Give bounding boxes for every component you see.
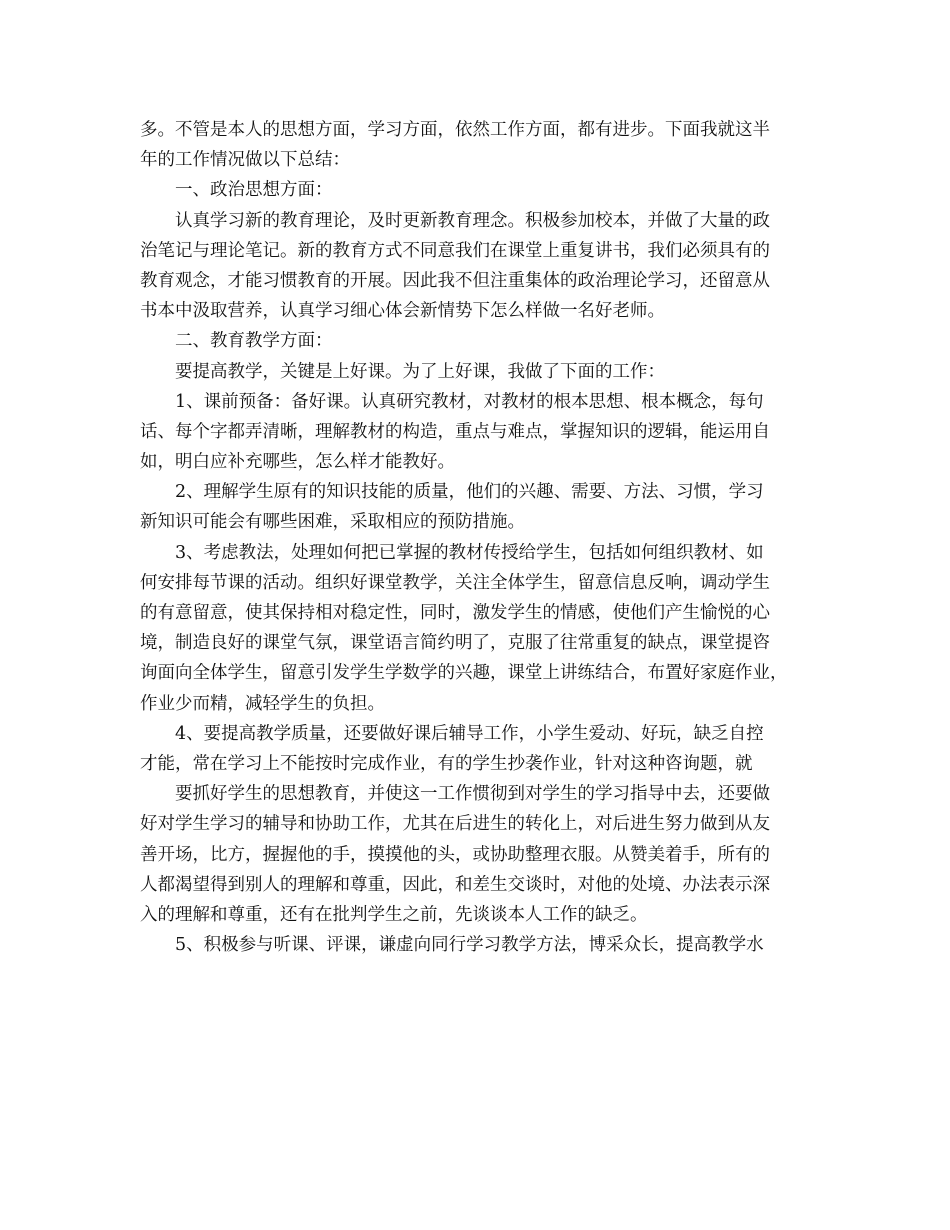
text-line: 1、课前预备：备好课。认真研究教材，对教材的根本思想、根本概念，每句	[175, 391, 764, 412]
text-line: 询面向全体学生，留意引发学生学数学的兴趣，课堂上讲练结合，布置好家庭作业，	[140, 663, 788, 684]
document-body	[140, 115, 820, 960]
text-line: 才能，常在学习上不能按时完成作业，有的学生抄袭作业，针对这种咨询题，就	[140, 753, 753, 774]
text-line: 3、考虑教法，处理如何把已掌握的教材传授给学生，包括如何组织教材、如	[175, 542, 764, 563]
text-line: 入的理解和尊重，还有在批判学生之前，先谈谈本人工作的缺乏。	[140, 904, 648, 925]
text-line: 5、积极参与听课、评课，谦虚向同行学习教学方法，博采众长，提高教学水	[175, 935, 764, 956]
text-line: 如，明白应补充哪些，怎么样才能教好。	[140, 452, 455, 473]
text-line: 要提高教学，关键是上好课。为了上好课，我做了下面的工作：	[175, 361, 665, 382]
text-line: 境，制造良好的课堂气氛，课堂语言简约明了，克服了往常重复的缺点，课堂提咨	[140, 633, 770, 654]
text-line: 二、教育教学方面：	[175, 331, 333, 352]
text-line: 何安排每节课的活动。组织好课堂教学，关注全体学生，留意信息反响，调动学生	[140, 572, 770, 593]
text-line: 多。不管是本人的思想方面，学习方面，依然工作方面，都有进步。下面我就这半	[140, 120, 770, 140]
text-line: 新知识可能会有哪些困难，采取相应的预防措施。	[140, 512, 525, 533]
text-line: 话、每个字都弄清晰，理解教材的构造，重点与难点，掌握知识的逻辑，能运用自	[140, 421, 770, 442]
text-line: 年的工作情况做以下总结：	[140, 150, 350, 171]
text-line: 教育观念，才能习惯教育的开展。因此我不但注重集体的政治理论学习，还留意从	[140, 270, 770, 291]
text-line: 好对学生学习的辅导和协助工作，尤其在后进生的转化上，对后进生努力做到从友	[140, 814, 770, 835]
text-line: 人都渴望得到别人的理解和尊重，因此，和差生交谈时，对他的处境、办法表示深	[140, 874, 770, 895]
text-line: 2、理解学生原有的知识技能的质量，他们的兴趣、需要、方法、习惯，学习	[175, 482, 764, 503]
text-line: 善开场，比方，握握他的手，摸摸他的头，或协助整理衣服。从赞美着手，所有的	[140, 844, 770, 865]
text-line: 的有意留意，使其保持相对稳定性，同时，激发学生的情感，使他们产生愉悦的心	[140, 603, 770, 623]
text-line: 要抓好学生的思想教育，并使这一工作惯彻到对学生的学习指导中去，还要做	[175, 784, 770, 805]
text-line: 4、要提高教学质量，还要做好课后辅导工作，小学生爱动、好玩，缺乏自控	[175, 723, 764, 744]
text-line: 治笔记与理论笔记。新的教育方式不同意我们在课堂上重复讲书，我们必须具有的	[140, 240, 770, 261]
text-line: 一、政治思想方面：	[175, 180, 333, 201]
text-line: 书本中汲取营养，认真学习细心体会新情势下怎么样做一名好老师。	[140, 301, 665, 322]
text-line: 认真学习新的教育理论，及时更新教育理念。积极参加校本，并做了大量的政	[175, 210, 770, 231]
text-line: 作业少而精，减轻学生的负担。	[140, 693, 385, 714]
